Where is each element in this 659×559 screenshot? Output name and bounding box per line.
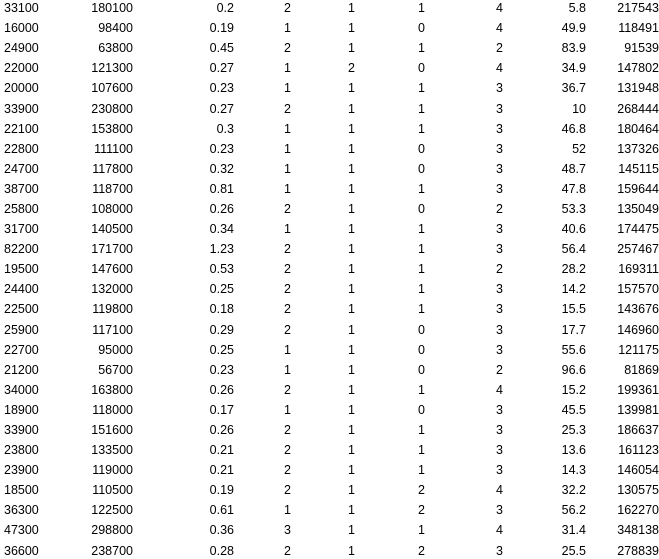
table-cell[interactable]: 238700: [91, 543, 133, 558]
table-cell[interactable]: 14.2: [561, 282, 586, 297]
table-cell[interactable]: 163800: [91, 382, 133, 397]
table-cell[interactable]: 1: [348, 81, 355, 96]
table-cell[interactable]: 0.23: [209, 362, 234, 377]
table-cell[interactable]: 3: [496, 121, 503, 136]
table-cell[interactable]: 47300: [4, 523, 39, 538]
table-cell[interactable]: 28.2: [561, 262, 586, 277]
table-cell[interactable]: 1: [418, 121, 425, 136]
table-cell[interactable]: 1: [348, 302, 355, 317]
table-cell[interactable]: 1: [348, 101, 355, 116]
table-row: [0, 98, 659, 118]
table-cell[interactable]: 1: [418, 282, 425, 297]
table-cell[interactable]: 131948: [617, 81, 659, 96]
table-cell[interactable]: 1: [348, 483, 355, 498]
table-cell[interactable]: 31700: [4, 222, 39, 237]
table-cell[interactable]: 157570: [617, 282, 659, 297]
table-cell[interactable]: 1: [348, 201, 355, 216]
table-cell[interactable]: 0.19: [209, 483, 234, 498]
table-cell[interactable]: 110500: [92, 483, 133, 498]
table-cell[interactable]: 3: [496, 503, 503, 518]
table-cell[interactable]: 159644: [617, 181, 659, 196]
table-cell[interactable]: 117800: [92, 161, 133, 176]
table-cell[interactable]: 2: [284, 443, 291, 458]
table-row: [0, 38, 659, 58]
table-row: [0, 279, 659, 299]
table-cell[interactable]: 19500: [4, 262, 39, 277]
table-cell[interactable]: 47.8: [561, 181, 586, 196]
table-cell[interactable]: 48.7: [561, 161, 586, 176]
table-row: [0, 139, 659, 159]
table-cell[interactable]: 33900: [4, 101, 39, 116]
table-cell[interactable]: 1: [284, 342, 291, 357]
table-cell[interactable]: 4: [496, 61, 503, 76]
table-cell[interactable]: 139981: [617, 402, 659, 417]
table-cell[interactable]: 0: [418, 362, 425, 377]
table-cell[interactable]: 0: [418, 21, 425, 36]
table-cell[interactable]: 0.26: [209, 423, 234, 438]
table-cell[interactable]: 3: [496, 463, 503, 478]
table-cell[interactable]: 0.25: [209, 342, 234, 357]
table-cell[interactable]: 0.81: [209, 181, 234, 196]
table-cell[interactable]: 18500: [4, 483, 39, 498]
table-cell[interactable]: 1: [284, 81, 291, 96]
table-cell[interactable]: 298800: [91, 523, 133, 538]
table-cell[interactable]: 1: [348, 222, 355, 237]
table-cell[interactable]: 3: [496, 342, 503, 357]
table-cell[interactable]: 169311: [618, 262, 659, 277]
table-cell[interactable]: 22800: [4, 141, 39, 156]
table-cell[interactable]: 146960: [617, 322, 659, 337]
table-cell[interactable]: 56.4: [561, 242, 586, 257]
table-row: [0, 480, 659, 500]
table-cell[interactable]: 0: [418, 161, 425, 176]
table-cell[interactable]: 82200: [4, 242, 39, 257]
table-cell[interactable]: 147600: [91, 262, 133, 277]
table-cell[interactable]: 2: [284, 242, 291, 257]
table-row: [0, 18, 659, 38]
table-cell[interactable]: 1: [284, 402, 291, 417]
table-cell[interactable]: 140500: [91, 222, 133, 237]
table-cell[interactable]: 1: [418, 1, 425, 16]
table-cell[interactable]: 2: [348, 61, 355, 76]
table-cell[interactable]: 3: [496, 81, 503, 96]
table-cell[interactable]: 118700: [92, 181, 133, 196]
table-cell[interactable]: 2: [284, 543, 291, 558]
table-cell[interactable]: 3: [496, 322, 503, 337]
table-cell[interactable]: 0.26: [209, 382, 234, 397]
table-cell[interactable]: 230800: [91, 101, 133, 116]
table-row: [0, 179, 659, 199]
table-row: [0, 259, 659, 279]
table-cell[interactable]: 0: [418, 61, 425, 76]
table-cell[interactable]: 36600: [4, 543, 39, 558]
table-cell[interactable]: 16000: [4, 21, 39, 36]
table-cell[interactable]: 0.28: [209, 543, 234, 558]
table-cell[interactable]: 2: [284, 282, 291, 297]
table-cell[interactable]: 1: [284, 222, 291, 237]
table-cell[interactable]: 49.9: [561, 21, 586, 36]
table-cell[interactable]: 0.26: [209, 201, 234, 216]
table-cell[interactable]: 1.23: [209, 242, 234, 257]
table-cell[interactable]: 0.25: [209, 282, 234, 297]
table-cell[interactable]: 121175: [618, 342, 659, 357]
table-cell[interactable]: 2: [418, 543, 425, 558]
table-cell[interactable]: 1: [418, 463, 425, 478]
table-cell[interactable]: 147802: [617, 61, 659, 76]
table-cell[interactable]: 91539: [624, 41, 659, 56]
table-cell[interactable]: 1: [348, 423, 355, 438]
table-cell[interactable]: 1: [348, 443, 355, 458]
table-cell[interactable]: 180100: [91, 1, 133, 16]
table-cell[interactable]: 0: [418, 402, 425, 417]
table-cell[interactable]: 22700: [4, 342, 39, 357]
table-cell[interactable]: 1: [348, 242, 355, 257]
table-cell[interactable]: 119000: [92, 463, 133, 478]
table-cell[interactable]: 33100: [4, 1, 39, 16]
table-cell[interactable]: 151600: [91, 423, 133, 438]
table-cell[interactable]: 1: [348, 503, 355, 518]
table-row: [0, 380, 659, 400]
table-cell[interactable]: 33900: [4, 423, 39, 438]
table-cell[interactable]: 4: [496, 1, 503, 16]
table-cell[interactable]: 1: [418, 423, 425, 438]
table-cell[interactable]: 3: [496, 141, 503, 156]
table-cell[interactable]: 36300: [4, 503, 39, 518]
table-cell[interactable]: 1: [284, 161, 291, 176]
table-cell[interactable]: 1: [418, 523, 425, 538]
table-cell[interactable]: 108000: [91, 201, 133, 216]
table-cell[interactable]: 199361: [617, 382, 659, 397]
table-cell[interactable]: 0.29: [209, 322, 234, 337]
table-cell[interactable]: 10: [572, 101, 586, 116]
table-cell[interactable]: 1: [348, 342, 355, 357]
table-cell[interactable]: 0.19: [209, 21, 234, 36]
table-cell[interactable]: 1: [418, 382, 425, 397]
table-cell[interactable]: 83.9: [561, 41, 586, 56]
table-cell[interactable]: 4: [496, 483, 503, 498]
table-cell[interactable]: 119800: [92, 302, 133, 317]
table-row: [0, 78, 659, 98]
table-cell[interactable]: 45.5: [561, 402, 586, 417]
table-cell[interactable]: 56700: [98, 362, 133, 377]
table-cell[interactable]: 0.27: [209, 61, 234, 76]
table-cell[interactable]: 18900: [4, 402, 39, 417]
table-cell[interactable]: 81869: [624, 362, 659, 377]
table-cell[interactable]: 3: [496, 302, 503, 317]
table-cell[interactable]: 117100: [92, 322, 133, 337]
table-cell[interactable]: 24700: [4, 161, 39, 176]
table-cell[interactable]: 1: [348, 402, 355, 417]
table-cell[interactable]: 2: [496, 262, 503, 277]
table-cell[interactable]: 1: [348, 161, 355, 176]
table-row: [0, 219, 659, 239]
table-cell[interactable]: 1: [348, 463, 355, 478]
table-row: [0, 320, 659, 340]
table-cell[interactable]: 111100: [94, 141, 133, 156]
table-cell[interactable]: 34000: [4, 382, 39, 397]
table-cell[interactable]: 24400: [4, 282, 39, 297]
table-cell[interactable]: 162270: [617, 503, 659, 518]
table-cell[interactable]: 25.5: [561, 543, 586, 558]
table-row: [0, 299, 659, 319]
table-cell[interactable]: 56.2: [561, 503, 586, 518]
table-cell[interactable]: 0.45: [209, 41, 234, 56]
table-cell[interactable]: 23800: [4, 443, 39, 458]
table-cell[interactable]: 2: [284, 483, 291, 498]
table-cell[interactable]: 17.7: [561, 322, 586, 337]
table-cell[interactable]: 1: [348, 41, 355, 56]
table-cell[interactable]: 3: [496, 423, 503, 438]
table-cell[interactable]: 1: [348, 322, 355, 337]
table-cell[interactable]: 4: [496, 523, 503, 538]
table-cell[interactable]: 24900: [4, 41, 39, 56]
table-cell[interactable]: 1: [348, 543, 355, 558]
table-cell[interactable]: 2: [284, 41, 291, 56]
table-cell[interactable]: 95000: [98, 342, 133, 357]
table-row: [0, 420, 659, 440]
table-cell[interactable]: 98400: [98, 21, 133, 36]
table-cell[interactable]: 1: [418, 222, 425, 237]
table-cell[interactable]: 25900: [4, 322, 39, 337]
table-cell[interactable]: 1: [284, 61, 291, 76]
table-cell[interactable]: 2: [496, 41, 503, 56]
table-cell[interactable]: 1: [418, 262, 425, 277]
table-row: [0, 400, 659, 420]
table-cell[interactable]: 0.53: [209, 262, 234, 277]
table-cell[interactable]: 143676: [617, 302, 659, 317]
table-cell[interactable]: 21200: [4, 362, 39, 377]
table-cell[interactable]: 171700: [91, 242, 133, 257]
table-cell[interactable]: 3: [496, 161, 503, 176]
table-row: [0, 541, 659, 559]
table-cell[interactable]: 0.2: [216, 1, 234, 16]
table-cell[interactable]: 0.21: [209, 463, 234, 478]
table-cell[interactable]: 22500: [4, 302, 39, 317]
table-cell[interactable]: 2: [496, 201, 503, 216]
table-cell[interactable]: 20000: [4, 81, 39, 96]
table-row: [0, 0, 659, 18]
table-cell[interactable]: 174475: [617, 222, 659, 237]
table-cell[interactable]: 348138: [617, 523, 659, 538]
table-cell[interactable]: 32.2: [561, 483, 586, 498]
table-cell[interactable]: 38700: [4, 181, 39, 196]
table-cell[interactable]: 2: [284, 302, 291, 317]
table-cell[interactable]: 153800: [91, 121, 133, 136]
table-row: [0, 239, 659, 259]
table-cell[interactable]: 4: [496, 21, 503, 36]
table-cell[interactable]: 23900: [4, 463, 39, 478]
table-cell[interactable]: 22100: [4, 121, 39, 136]
table-cell[interactable]: 1: [348, 181, 355, 196]
table-cell[interactable]: 0: [418, 201, 425, 216]
table-cell[interactable]: 1: [348, 282, 355, 297]
table-cell[interactable]: 63800: [98, 41, 133, 56]
table-cell[interactable]: 0: [418, 322, 425, 337]
table-cell[interactable]: 4: [496, 382, 503, 397]
table-cell[interactable]: 52: [572, 141, 586, 156]
table-cell[interactable]: 25.3: [561, 423, 586, 438]
table-cell[interactable]: 0.18: [209, 302, 234, 317]
table-row: [0, 119, 659, 139]
table-cell[interactable]: 1: [418, 101, 425, 116]
table-cell[interactable]: 1: [418, 242, 425, 257]
table-cell[interactable]: 15.2: [561, 382, 586, 397]
table-cell[interactable]: 118491: [618, 21, 659, 36]
table-cell[interactable]: 2: [418, 503, 425, 518]
table-cell[interactable]: 132000: [91, 282, 133, 297]
table-cell[interactable]: 0.17: [209, 402, 234, 417]
table-cell[interactable]: 22000: [4, 61, 39, 76]
table-cell[interactable]: 161123: [618, 443, 659, 458]
table-cell[interactable]: 107600: [91, 81, 133, 96]
table-cell[interactable]: 257467: [617, 242, 659, 257]
table-cell[interactable]: 3: [496, 242, 503, 257]
table-cell[interactable]: 3: [284, 523, 291, 538]
table-cell[interactable]: 2: [284, 382, 291, 397]
table-cell[interactable]: 118000: [92, 402, 133, 417]
table-cell[interactable]: 1: [348, 121, 355, 136]
table-cell[interactable]: 2: [284, 322, 291, 337]
table-cell[interactable]: 1: [418, 443, 425, 458]
table-cell[interactable]: 180464: [617, 121, 659, 136]
table-cell[interactable]: 31.4: [561, 523, 586, 538]
table-cell[interactable]: 1: [418, 41, 425, 56]
table-cell[interactable]: 1: [348, 362, 355, 377]
table-cell[interactable]: 2: [284, 423, 291, 438]
table-cell[interactable]: 1: [284, 503, 291, 518]
table-cell[interactable]: 146054: [617, 463, 659, 478]
table-cell[interactable]: 1: [418, 302, 425, 317]
table-row: [0, 159, 659, 179]
table-cell[interactable]: 2: [496, 362, 503, 377]
table-cell[interactable]: 1: [284, 181, 291, 196]
table-cell[interactable]: 0.61: [209, 503, 234, 518]
table-cell[interactable]: 40.6: [561, 222, 586, 237]
table-cell[interactable]: 55.6: [561, 342, 586, 357]
table-row: [0, 340, 659, 360]
table-cell[interactable]: 121300: [91, 61, 133, 76]
table-cell[interactable]: 3: [496, 402, 503, 417]
table-cell[interactable]: 186637: [617, 423, 659, 438]
table-cell[interactable]: 137326: [617, 141, 659, 156]
table-cell[interactable]: 1: [348, 262, 355, 277]
table-cell[interactable]: 3: [496, 543, 503, 558]
table-cell[interactable]: 1: [348, 382, 355, 397]
table-cell[interactable]: 1: [348, 21, 355, 36]
table-cell[interactable]: 2: [284, 101, 291, 116]
table-cell[interactable]: 0: [418, 342, 425, 357]
table-cell[interactable]: 268444: [617, 101, 659, 116]
table-cell[interactable]: 13.6: [561, 443, 586, 458]
table-row: [0, 440, 659, 460]
table-cell[interactable]: 1: [418, 81, 425, 96]
table-cell[interactable]: 3: [496, 181, 503, 196]
table-cell[interactable]: 217543: [617, 1, 659, 16]
table-cell[interactable]: 1: [418, 181, 425, 196]
table-cell[interactable]: 0: [418, 141, 425, 156]
table-cell[interactable]: 2: [284, 201, 291, 216]
table-row: [0, 360, 659, 380]
table-row: [0, 500, 659, 520]
table-cell[interactable]: 1: [348, 141, 355, 156]
table-cell[interactable]: 3: [496, 443, 503, 458]
table-cell[interactable]: 0.32: [209, 161, 234, 176]
table-cell[interactable]: 14.3: [561, 463, 586, 478]
table-row: [0, 460, 659, 480]
table-cell[interactable]: 122500: [91, 503, 133, 518]
table-cell[interactable]: 96.6: [561, 362, 586, 377]
table-cell[interactable]: 0.34: [209, 222, 234, 237]
table-cell[interactable]: 15.5: [561, 302, 586, 317]
table-cell[interactable]: 2: [418, 483, 425, 498]
table-cell[interactable]: 0.21: [209, 443, 234, 458]
table-cell[interactable]: 130575: [617, 483, 659, 498]
table-cell[interactable]: 145115: [618, 161, 659, 176]
table-cell[interactable]: 0.27: [209, 101, 234, 116]
table-row: [0, 58, 659, 78]
table-cell[interactable]: 1: [348, 523, 355, 538]
table-cell[interactable]: 1: [284, 21, 291, 36]
table-cell[interactable]: 0.3: [216, 121, 234, 136]
table-cell[interactable]: 25800: [4, 201, 39, 216]
table-cell[interactable]: 0.23: [209, 81, 234, 96]
table-cell[interactable]: 1: [284, 362, 291, 377]
table-cell[interactable]: 53.3: [561, 201, 586, 216]
table-cell[interactable]: 3: [496, 222, 503, 237]
table-cell[interactable]: 133500: [91, 443, 133, 458]
table-cell[interactable]: 2: [284, 463, 291, 478]
table-cell[interactable]: 2: [284, 1, 291, 16]
table-cell[interactable]: 5.8: [568, 1, 586, 16]
table-cell[interactable]: 36.7: [561, 81, 586, 96]
table-row: [0, 199, 659, 219]
table-row: [0, 520, 659, 540]
table-cell[interactable]: 3: [496, 282, 503, 297]
table-cell[interactable]: 0.23: [209, 141, 234, 156]
table-cell[interactable]: 1: [284, 141, 291, 156]
table-cell[interactable]: 46.8: [561, 121, 586, 136]
table-cell[interactable]: 3: [496, 101, 503, 116]
table-cell[interactable]: 0.36: [209, 523, 234, 538]
table-cell[interactable]: 2: [284, 262, 291, 277]
table-cell[interactable]: 1: [284, 121, 291, 136]
table-cell[interactable]: 135049: [617, 201, 659, 216]
table-cell[interactable]: 278839: [617, 543, 659, 558]
table-cell[interactable]: 1: [348, 1, 355, 16]
table-cell[interactable]: 34.9: [561, 61, 586, 76]
